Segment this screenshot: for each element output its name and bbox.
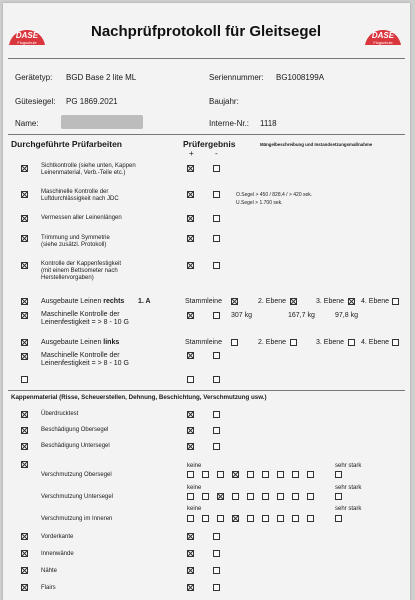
scale-checkbox[interactable]	[335, 493, 342, 500]
item-checkbox[interactable]	[21, 191, 28, 198]
ebene2-checkbox[interactable]	[290, 339, 297, 346]
scale-checkbox[interactable]	[277, 493, 284, 500]
minus-checkbox[interactable]	[213, 427, 220, 434]
scale-high-label: sehr stark	[335, 506, 362, 512]
extra-checkbox[interactable]	[21, 376, 28, 383]
seriennummer-value: BG1008199A	[276, 73, 325, 82]
name-label: Name:	[15, 119, 39, 128]
minus-checkbox[interactable]	[213, 191, 220, 198]
scale-checkbox[interactable]	[232, 471, 239, 478]
interne-nr-label: Interne-Nr.:	[209, 119, 250, 128]
scale-checkbox[interactable]	[187, 493, 194, 500]
item-label: Maschinelle Kontrolle der Luftdurchlässigkeit nach JDC	[41, 189, 119, 202]
festigkeit-rechts-label: Maschinelle Kontrolle der Leinenfestigkeit = > 8 - 10 G	[41, 311, 129, 326]
divider	[8, 58, 405, 59]
verschmutzung-checkbox[interactable]	[21, 461, 28, 468]
item-label: Sichtkontrolle (siehe unten, Kappen Leinenmaterial, Verb.-Teile etc.)	[41, 163, 136, 176]
plus-checkbox[interactable]	[187, 443, 194, 450]
ebene4-checkbox[interactable]	[392, 298, 399, 305]
item-checkbox[interactable]	[21, 550, 28, 557]
item-checkbox[interactable]	[21, 584, 28, 591]
luftdurchlaessigkeit-note-unten: U.Segel > 1.700 sek.	[236, 200, 283, 206]
scale-checkbox[interactable]	[202, 471, 209, 478]
svg-text:Flugschule: Flugschule	[373, 40, 393, 45]
soiling-label: Verschmutzung im Inneren	[41, 516, 113, 522]
document-title: Nachprüfprotokoll für Gleitsegel	[91, 23, 322, 40]
minus-checkbox[interactable]	[213, 443, 220, 450]
geraetetyp-value: BGD Base 2 lite ML	[66, 73, 137, 82]
scale-low-label: keine	[187, 485, 202, 491]
item-checkbox[interactable]	[21, 262, 28, 269]
plus-checkbox[interactable]	[187, 312, 194, 319]
festigkeit-links-label: Maschinelle Kontrolle der Leinenfestigkeit = > 8 - 10 G	[41, 352, 129, 367]
plus-checkbox[interactable]	[187, 235, 194, 242]
minus-checkbox[interactable]	[213, 584, 220, 591]
scale-checkbox[interactable]	[335, 515, 342, 522]
item-checkbox[interactable]	[21, 443, 28, 450]
rechts-checkbox[interactable]	[21, 298, 28, 305]
scale-checkbox[interactable]	[232, 493, 239, 500]
item-label: Nähte	[41, 568, 58, 574]
scale-checkbox[interactable]	[202, 515, 209, 522]
scale-checkbox[interactable]	[307, 515, 314, 522]
item-checkbox[interactable]	[21, 235, 28, 242]
stammleine-checkbox[interactable]	[231, 298, 238, 305]
plus-label: +	[189, 149, 194, 158]
svg-text:Flugschule: Flugschule	[17, 40, 37, 45]
svg-text:DASE: DASE	[371, 31, 395, 40]
scale-checkbox[interactable]	[247, 493, 254, 500]
plus-checkbox[interactable]	[187, 191, 194, 198]
festigkeit-links-checkbox[interactable]	[21, 353, 28, 360]
plus-checkbox[interactable]	[187, 584, 194, 591]
minus-checkbox[interactable]	[213, 312, 220, 319]
item-label: Überdrucktest	[41, 411, 79, 417]
dase-logo-left	[7, 19, 47, 49]
rechts-suffix: 1. A	[138, 298, 151, 305]
plus-checkbox[interactable]	[187, 567, 194, 574]
plus-checkbox[interactable]	[187, 165, 194, 172]
item-label: Innenwände	[41, 551, 74, 557]
ebene3-label: 3. Ebene	[316, 339, 345, 346]
scale-checkbox[interactable]	[262, 471, 269, 478]
minus-checkbox[interactable]	[213, 567, 220, 574]
minus-checkbox[interactable]	[213, 262, 220, 269]
stammleine-label: Stammleine	[185, 298, 222, 305]
festigkeit-rechts-checkbox[interactable]	[21, 312, 28, 319]
stammleine-checkbox[interactable]	[231, 339, 238, 346]
item-checkbox[interactable]	[21, 215, 28, 222]
ebene2-label: 2. Ebene	[258, 298, 287, 305]
section-header-pruefarbeiten: Durchgeführte Prüfarbeiten	[11, 139, 122, 149]
ebene3-checkbox[interactable]	[348, 298, 355, 305]
plus-checkbox[interactable]	[187, 376, 194, 383]
divider	[8, 390, 405, 391]
minus-checkbox[interactable]	[213, 550, 220, 557]
scale-high-label: sehr stark	[335, 485, 362, 491]
guetesiegel-value: PG 1869.2021	[66, 97, 118, 106]
minus-checkbox[interactable]	[213, 411, 220, 418]
plus-checkbox[interactable]	[187, 550, 194, 557]
scale-checkbox[interactable]	[247, 471, 254, 478]
ebene4-label: 4. Ebene	[361, 298, 390, 305]
geraetetyp-label: Gerätetyp:	[15, 73, 53, 82]
plus-checkbox[interactable]	[187, 352, 194, 359]
guetesiegel-label: Gütesiegel:	[15, 97, 56, 106]
plus-checkbox[interactable]	[187, 533, 194, 540]
scale-checkbox[interactable]	[292, 515, 299, 522]
minus-checkbox[interactable]	[213, 352, 220, 359]
luftdurchlaessigkeit-note-oben: O.Segel > 450 / 828,4 / > 420 sek.	[236, 192, 313, 198]
links-label: Ausgebaute Leinen links	[41, 339, 120, 346]
soiling-label: Verschmutzung Untersegel	[41, 494, 114, 500]
scale-checkbox[interactable]	[202, 493, 209, 500]
rechts-label: Ausgebaute Leinen rechts	[41, 298, 125, 305]
plus-checkbox[interactable]	[187, 215, 194, 222]
minus-checkbox[interactable]	[213, 235, 220, 242]
dase-logo-right	[363, 19, 403, 49]
scale-checkbox[interactable]	[247, 515, 254, 522]
scale-low-label: keine	[187, 463, 202, 469]
ebene4-label: 4. Ebene	[361, 339, 390, 346]
plus-checkbox[interactable]	[187, 262, 194, 269]
item-label: Vorderkante	[41, 534, 74, 540]
minus-checkbox[interactable]	[213, 533, 220, 540]
scale-checkbox[interactable]	[187, 515, 194, 522]
ebene3-checkbox[interactable]	[348, 339, 355, 346]
scale-checkbox[interactable]	[292, 471, 299, 478]
item-checkbox[interactable]	[21, 165, 28, 172]
ebene2-checkbox[interactable]	[290, 298, 297, 305]
minus-label: -	[215, 149, 218, 158]
section-header-pruefergebnis: Prüfergebnis	[183, 139, 236, 149]
scale-checkbox[interactable]	[277, 515, 284, 522]
scale-checkbox[interactable]	[262, 515, 269, 522]
item-checkbox[interactable]	[21, 427, 28, 434]
minus-checkbox[interactable]	[213, 165, 220, 172]
item-label: Vermessen aller Leinenlängen	[41, 215, 122, 221]
section-header-kappenmaterial: Kappenmaterial (Risse, Scheuerstellen, Dehnung, Beschichtung, Verschmutzung usw.)	[11, 394, 267, 401]
baujahr-label: Baujahr:	[209, 97, 239, 106]
scale-checkbox[interactable]	[232, 515, 239, 522]
divider	[8, 134, 405, 135]
minus-checkbox[interactable]	[213, 376, 220, 383]
item-label: Beschädigung Untersegel	[41, 443, 110, 449]
scale-checkbox[interactable]	[217, 471, 224, 478]
scale-checkbox[interactable]	[187, 471, 194, 478]
plus-checkbox[interactable]	[187, 411, 194, 418]
scale-low-label: keine	[187, 506, 202, 512]
section-header-note: Mängelbeschreibung und Instandsetzungsmaßnahme	[260, 142, 373, 147]
ebene3-label: 3. Ebene	[316, 298, 345, 305]
scale-checkbox[interactable]	[277, 471, 284, 478]
stammleine-label: Stammleine	[185, 339, 222, 346]
festigkeit-value-1: 307 kg	[231, 312, 253, 319]
links-checkbox[interactable]	[21, 339, 28, 346]
svg-text:DASE: DASE	[15, 31, 39, 40]
festigkeit-value-2: 167,7 kg	[288, 312, 315, 319]
item-checkbox[interactable]	[21, 411, 28, 418]
ebene2-label: 2. Ebene	[258, 339, 287, 346]
interne-nr-value: 1118	[260, 119, 277, 128]
scale-checkbox[interactable]	[292, 493, 299, 500]
scale-checkbox[interactable]	[335, 471, 342, 478]
item-label: Flairs	[41, 585, 56, 591]
item-label: Beschädigung Obersegel	[41, 427, 109, 433]
redacted-name	[61, 115, 143, 129]
item-checkbox[interactable]	[21, 567, 28, 574]
scale-checkbox[interactable]	[307, 471, 314, 478]
scale-checkbox[interactable]	[307, 493, 314, 500]
ebene4-checkbox[interactable]	[392, 339, 399, 346]
seriennummer-label: Seriennummer:	[209, 73, 264, 82]
plus-checkbox[interactable]	[187, 427, 194, 434]
scale-checkbox[interactable]	[262, 493, 269, 500]
scale-checkbox[interactable]	[217, 493, 224, 500]
minus-checkbox[interactable]	[213, 215, 220, 222]
scale-high-label: sehr stark	[335, 463, 362, 469]
item-label: Kontrolle der Kappenfestigkeit (mit einem Bettsometer nach Herstellervorgaben)	[41, 261, 122, 281]
item-checkbox[interactable]	[21, 533, 28, 540]
scale-checkbox[interactable]	[217, 515, 224, 522]
item-label: Trimmung und Symmetrie (siehe zusätzl. Protokoll)	[41, 235, 110, 248]
festigkeit-value-3: 97,8 kg	[335, 312, 358, 319]
soiling-label: Verschmutzung Obersegel	[41, 472, 112, 478]
protocol-page	[3, 3, 410, 600]
